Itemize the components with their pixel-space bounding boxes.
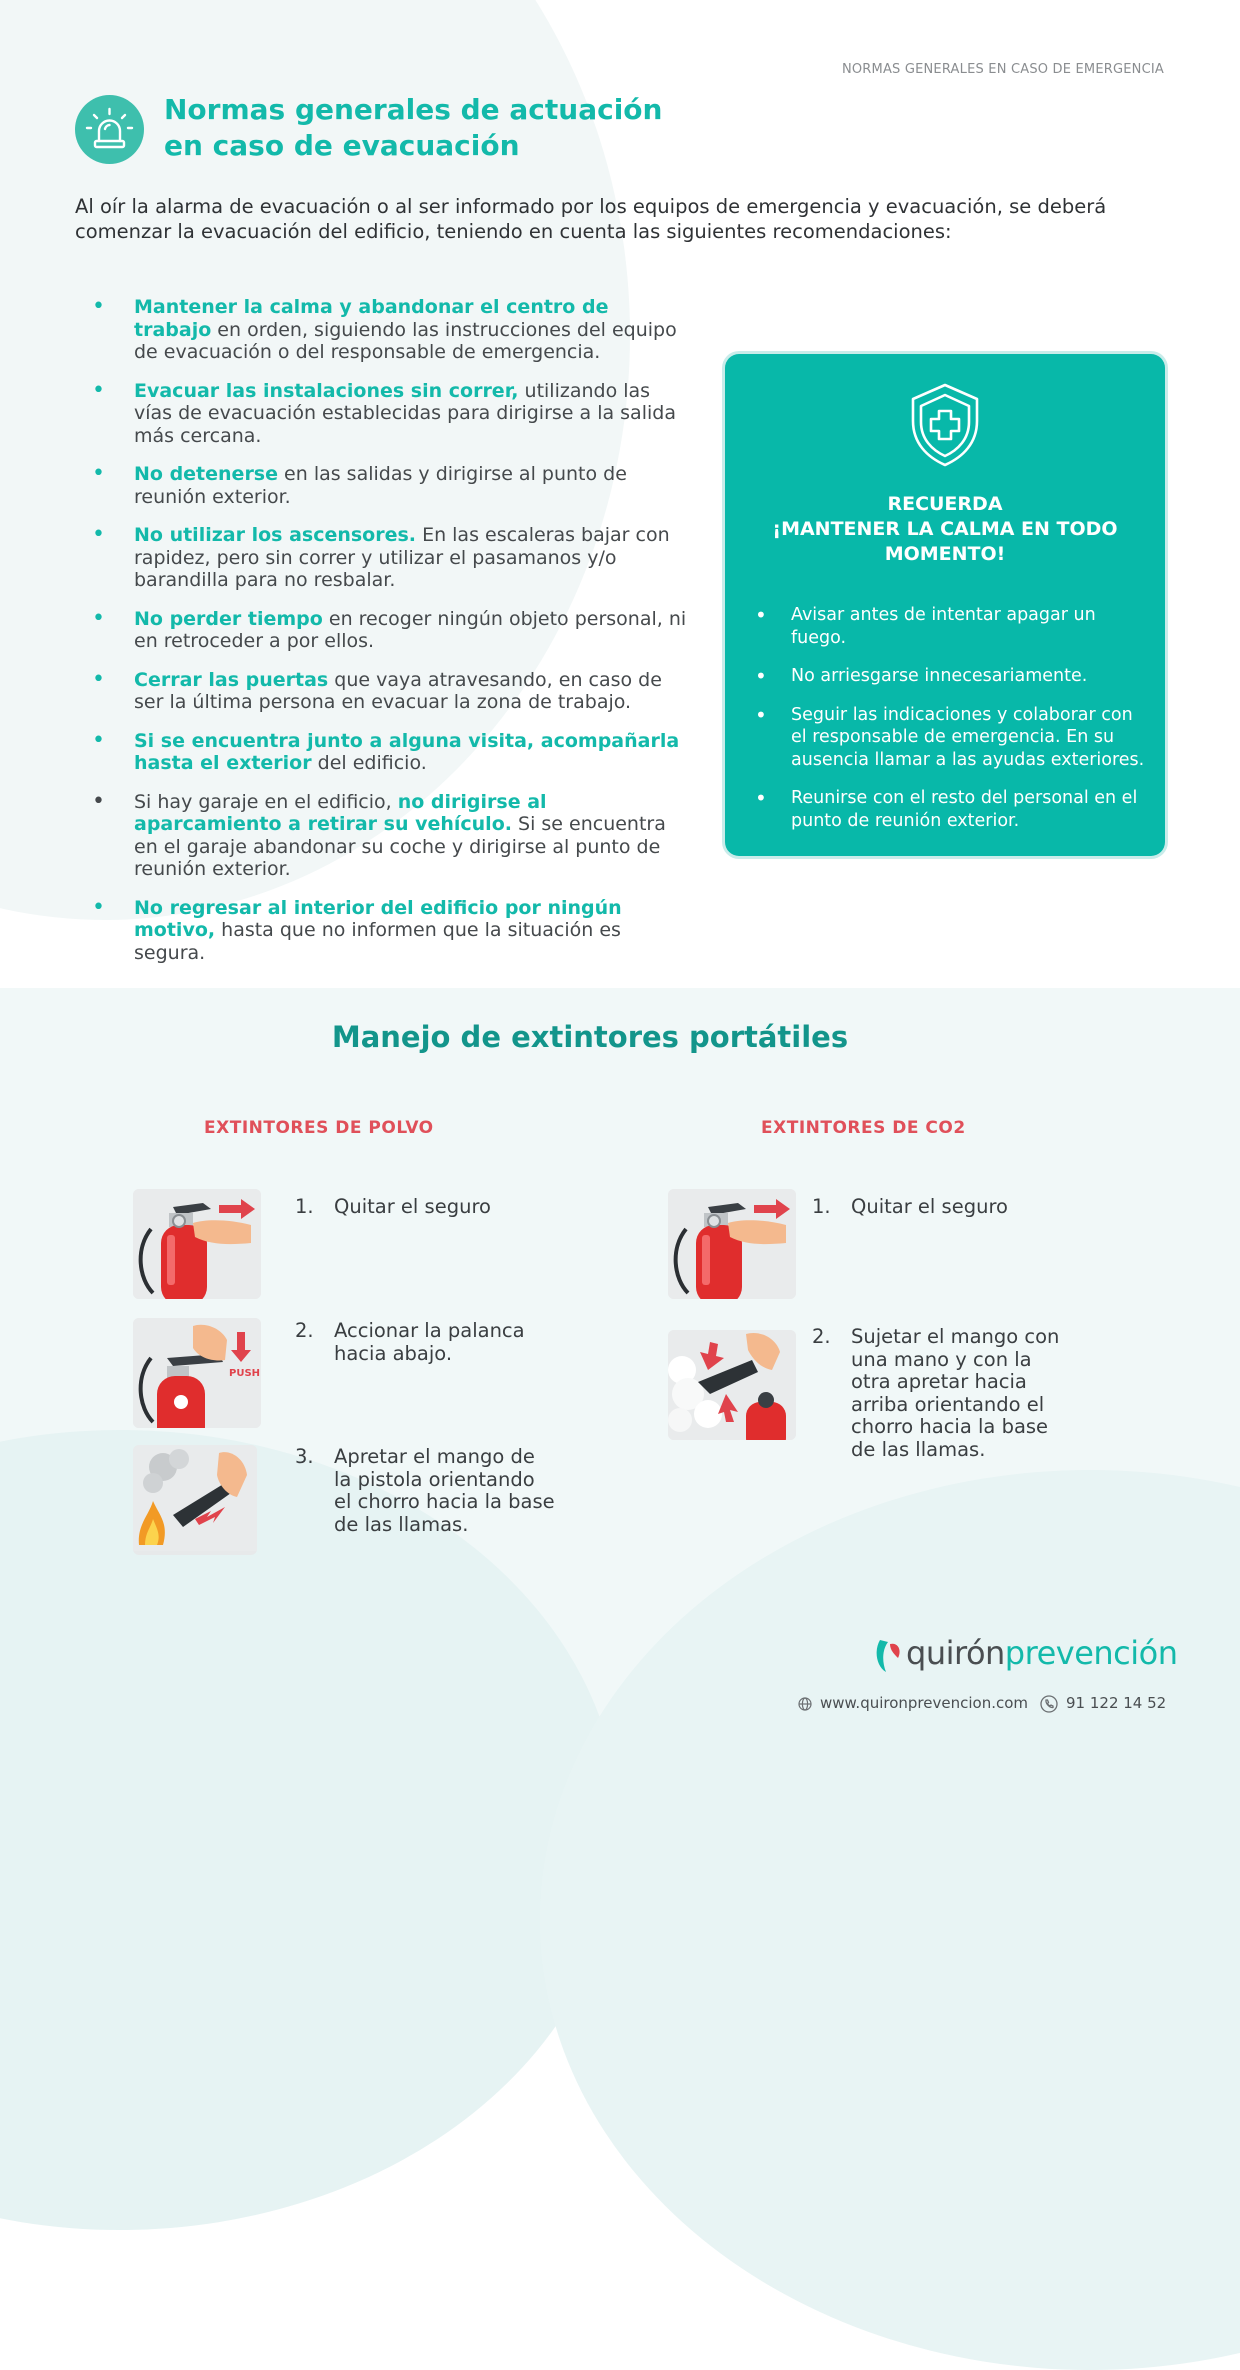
- rule-item: [88, 669, 688, 714]
- powder-step-3: [295, 1446, 555, 1536]
- rule-highlight: Evacuar las instalaciones sin correr,: [134, 379, 519, 402]
- step-text: Quitar el seguro: [851, 1195, 1008, 1218]
- rule-highlight: Cerrar las puertas: [134, 668, 329, 691]
- remember-list: [753, 604, 1153, 848]
- remember-heading-line-3: MOMENTO!: [884, 543, 1006, 565]
- co2-extinguishers-title: EXTINTORES DE CO2: [761, 1118, 966, 1138]
- shield-cross-icon: [903, 381, 987, 469]
- logo-wordmark: [906, 1634, 1178, 1672]
- step-text: Accionar la palanca hacia abajo.: [334, 1319, 525, 1365]
- push-label: PUSH: [229, 1368, 261, 1379]
- evacuation-rules-list: [88, 296, 688, 980]
- push-lever-illustration: [133, 1318, 261, 1428]
- rule-text: en orden, siguiendo las instrucciones del equipo de evacuación o del responsable de emergencia.: [134, 318, 677, 363]
- step-number: 2.: [295, 1319, 314, 1342]
- rule-text: que vaya atravesando, en caso de ser la última persona en evacuar la zona de trabajo.: [134, 668, 662, 713]
- step-number: 1.: [295, 1195, 314, 1218]
- step-text: Quitar el seguro: [334, 1195, 491, 1218]
- rule-item: [88, 463, 688, 508]
- powder-step-2: [295, 1320, 555, 1365]
- co2-step-1: [812, 1196, 1072, 1219]
- logo-part-1: quirón: [906, 1634, 1005, 1672]
- remember-item: • Reunirse con el resto del personal en el punto de reunión exterior.: [753, 787, 1153, 832]
- co2-horn-illustration: [668, 1330, 796, 1440]
- page-title-line-2: en caso de evacuación: [164, 129, 520, 162]
- remember-item: • No arriesgarse innecesariamente.: [753, 665, 1153, 688]
- rule-text: utilizando las vías de evacuación establecidas para dirigirse a la salida más cercana.: [134, 379, 676, 447]
- page-title-line-1: Normas generales de actuación: [164, 93, 663, 126]
- globe-icon: [798, 1697, 812, 1711]
- remember-heading-line-2: ¡MANTENER LA CALMA EN TODO: [772, 518, 1118, 540]
- rule-highlight: no dirigirse al aparcamiento a retirar su vehículo.: [134, 790, 547, 835]
- rule-prefix: Si hay garaje en el edificio,: [134, 790, 398, 813]
- rule-highlight: No regresar al interior del edificio por ningún motivo,: [134, 896, 622, 941]
- remember-box: [725, 354, 1165, 856]
- step-number: 3.: [295, 1445, 314, 1468]
- remember-item: • Avisar antes de intentar apagar un fuego.: [753, 604, 1153, 649]
- page-title: [164, 92, 724, 164]
- rule-item: [88, 524, 688, 592]
- rule-highlight: Si se encuentra junto a alguna visita, acompañarla hasta el exterior: [134, 729, 680, 774]
- rule-item: [88, 791, 688, 881]
- rule-text: Si se encuentra en el garaje abandonar su coche y dirigirse al punto de reunión exterior.: [134, 813, 666, 880]
- step-text: Apretar el mango de la pistola orientando el chorro hacia la base de las llamas.: [334, 1445, 555, 1536]
- footer-phone[interactable]: [1040, 1694, 1166, 1713]
- pull-pin-illustration: [668, 1189, 796, 1299]
- rule-text: en recoger ningún objeto personal, ni en retroceder a por ellos.: [134, 607, 687, 652]
- powder-step-1: [295, 1196, 555, 1219]
- rule-item: [88, 730, 688, 775]
- rule-text: En las escaleras bajar con rapidez, pero sin correr y utilizar el pasamanos y/o barandilla para no resbalar.: [134, 524, 670, 591]
- step-text: Sujetar el mango con una mano y con la otra apretar hacia arriba orientando el chorro hacia la base de las llamas.: [851, 1325, 1060, 1461]
- aim-nozzle-fire-illustration: [133, 1445, 257, 1555]
- rule-highlight: No utilizar los ascensores.: [134, 524, 417, 546]
- co2-step-2: [812, 1326, 1072, 1461]
- pull-pin-illustration: [133, 1189, 261, 1299]
- step-number: 1.: [812, 1195, 831, 1218]
- phone-icon: [1040, 1695, 1058, 1713]
- rule-item: [88, 296, 688, 364]
- footer-website[interactable]: [798, 1694, 1028, 1712]
- logo-mark-icon: [876, 1636, 904, 1676]
- powder-extinguishers-title: EXTINTORES DE POLVO: [204, 1118, 434, 1138]
- rule-item: [88, 608, 688, 653]
- intro-paragraph: Al oír la alarma de evacuación o al ser informado por los equipos de emergencia y evacuación, se deberá comenzar la evacuación del edificio, teniendo en cuenta las siguientes recomendaciones:: [75, 195, 1107, 243]
- remember-heading-line-1: RECUERDA: [887, 493, 1003, 515]
- website-text: www.quironprevencion.com: [820, 1694, 1029, 1712]
- rule-item: [88, 897, 688, 965]
- rule-highlight: No detenerse: [134, 463, 279, 485]
- logo-part-2: prevención: [1004, 1634, 1178, 1672]
- extinguishers-section-title: Manejo de extintores portátiles: [331, 1020, 849, 1054]
- rule-text: del edificio.: [311, 752, 427, 774]
- rule-text: hasta que no informen que la situación es segura.: [134, 919, 621, 964]
- remember-item: • Seguir las indicaciones y colaborar con el responsable de emergencia. En su ausencia llamar a las ayudas exteriores.: [753, 704, 1153, 772]
- rule-highlight: No perder tiempo: [134, 607, 323, 630]
- alarm-siren-icon: [75, 95, 144, 164]
- remember-heading: [745, 492, 1145, 567]
- running-header: NORMAS GENERALES EN CASO DE EMERGENCIA: [841, 62, 1164, 77]
- quironprevencion-logo: [876, 1630, 1186, 1680]
- rule-item: [88, 380, 688, 448]
- step-number: 2.: [812, 1325, 831, 1348]
- rule-text: en las salidas y dirigirse al punto de reunión exterior.: [134, 463, 627, 508]
- phone-text: 91 122 14 52: [1066, 1694, 1167, 1712]
- rule-highlight: Mantener la calma y abandonar el centro de trabajo: [134, 296, 609, 341]
